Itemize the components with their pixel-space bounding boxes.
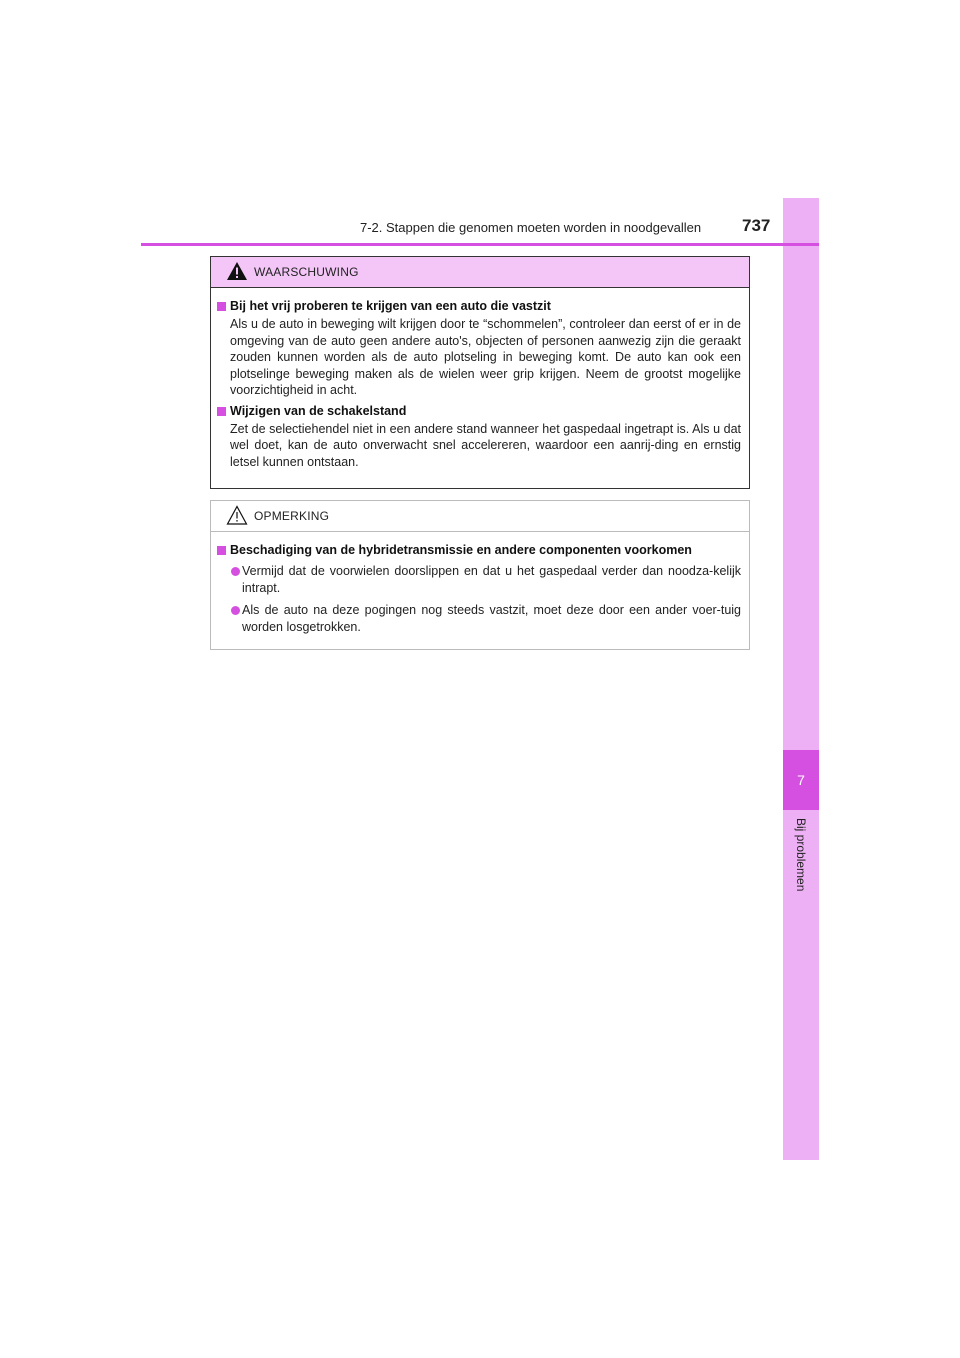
section-header-title: 7-2. Stappen die genomen moeten worden in noodgevallen bbox=[360, 220, 702, 235]
warning-box-header bbox=[211, 257, 749, 288]
notice-box bbox=[210, 500, 750, 650]
warning-section-heading: Wijzigen van de schakelstand bbox=[230, 403, 407, 418]
chapter-number: 7 bbox=[797, 772, 805, 788]
chapter-label: Bij problemen bbox=[794, 818, 808, 892]
notice-bullet bbox=[217, 563, 741, 596]
section-square-icon bbox=[217, 407, 226, 416]
header-divider bbox=[141, 243, 819, 246]
notice-title: OPMERKING bbox=[254, 509, 330, 523]
chapter-number-block bbox=[783, 750, 819, 810]
warning-triangle-icon bbox=[226, 261, 248, 286]
warning-section bbox=[217, 403, 741, 471]
notice-bullet-text: Als de auto na deze pogingen nog steeds vastzit, moet deze door een ander voer-tuig worden losgetrokken. bbox=[242, 603, 741, 634]
bullet-dot-icon bbox=[231, 606, 240, 615]
page-number: 737 bbox=[742, 216, 771, 235]
notice-heading: Beschadiging van de hybridetransmissie en andere componenten voorkomen bbox=[230, 543, 692, 557]
warning-section-text: Zet de selectiehendel niet in een andere stand wanneer het gaspedaal ingetrapt is. Als u dat wel doet, kan de auto onverwacht snel accelereren, waardoor een aanrij-ding en ernstig letsel kunnen ontstaan. bbox=[230, 421, 741, 469]
warning-box bbox=[210, 256, 750, 489]
warning-title: WAARSCHUWING bbox=[254, 265, 359, 279]
bullet-dot-icon bbox=[231, 567, 240, 576]
caution-triangle-outline-icon bbox=[226, 505, 248, 530]
notice-bullet-text: Vermijd dat de voorwielen doorslippen en dat u het gaspedaal verder dan noodza-kelijk intrapt. bbox=[242, 564, 741, 595]
warning-section bbox=[217, 298, 741, 399]
warning-section-heading: Bij het vrij proberen te krijgen van een auto die vastzit bbox=[230, 299, 551, 313]
warning-section-text: Als u de auto in beweging wilt krijgen door te “schommelen”, controleer dan eerst of er in de omgeving van de auto geen andere auto's, objecten of personen aanwezig zijn die geraakt zouden kunnen worden als de auto plotseling in beweging komt. De auto kan ook een plotselinge beweging maken als de wielen weer grip krijgen. Neem de grootst mogelijke voorzichtigheid in acht. bbox=[230, 317, 741, 397]
notice-box-header bbox=[211, 501, 749, 532]
chapter-side-tab bbox=[783, 198, 819, 1160]
section-square-icon bbox=[217, 302, 226, 311]
section-square-icon bbox=[217, 546, 226, 555]
notice-bullet bbox=[217, 602, 741, 635]
